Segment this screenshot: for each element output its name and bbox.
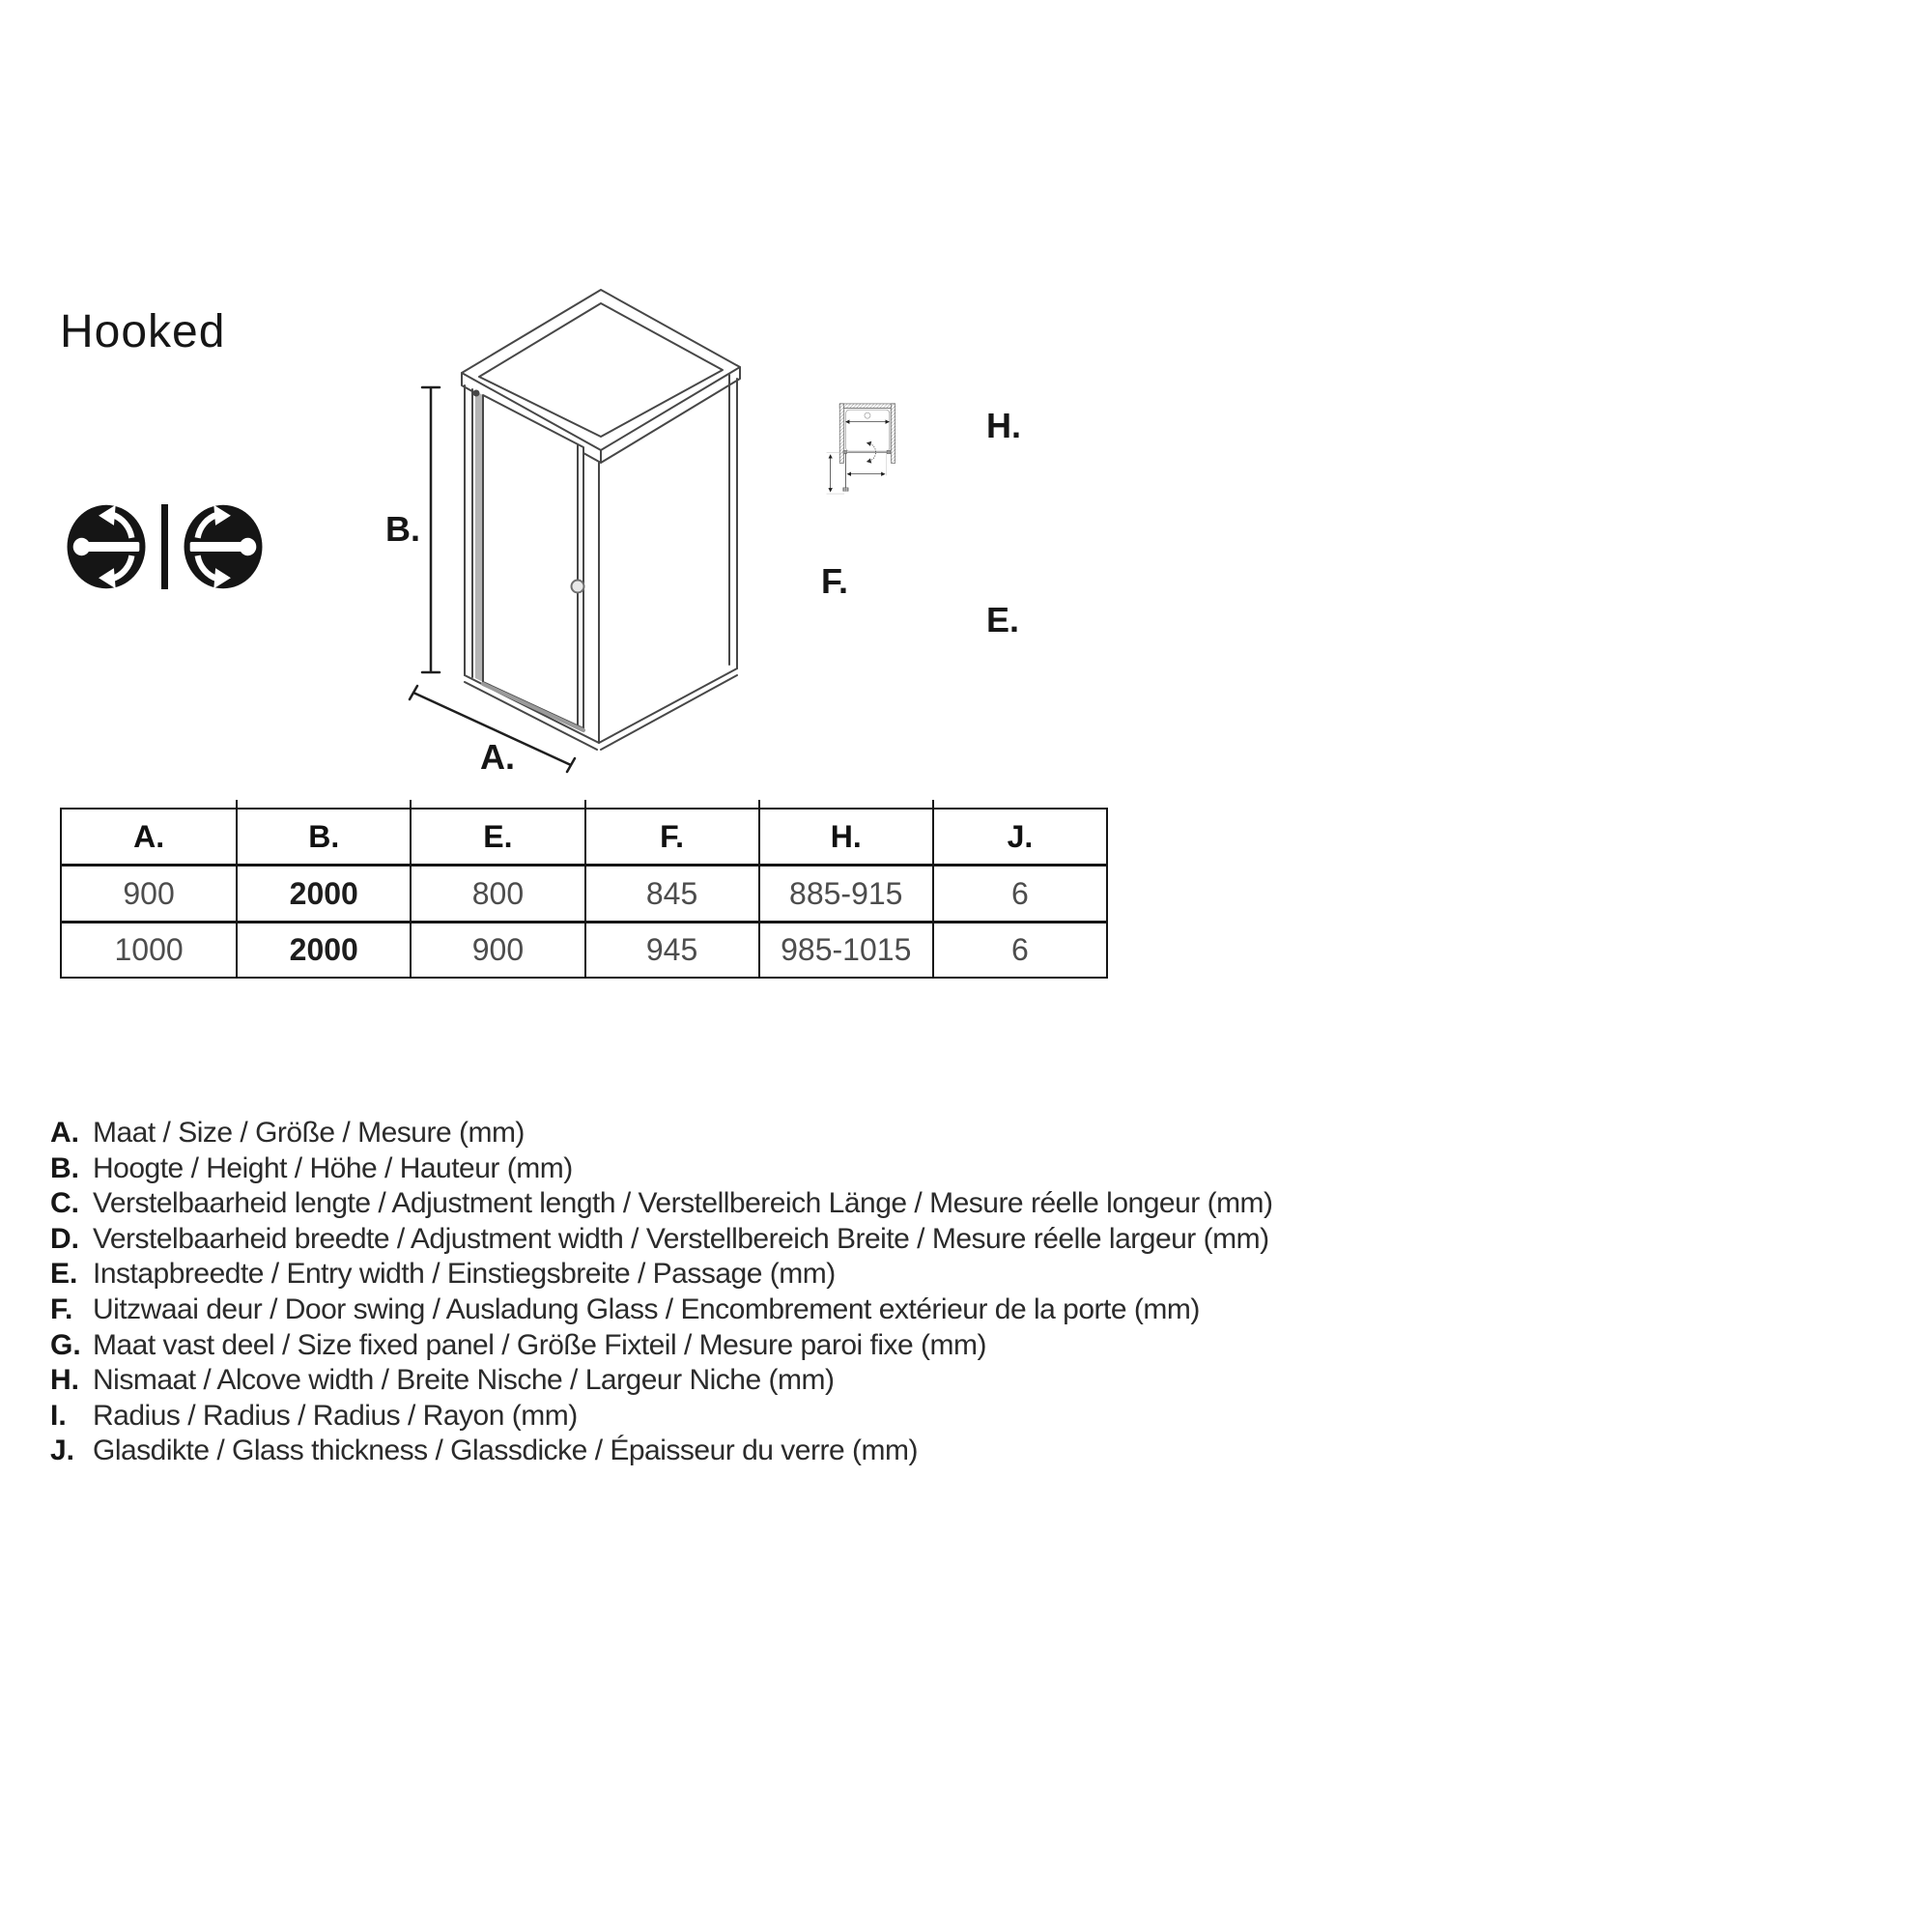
legend-letter: C. bbox=[50, 1187, 79, 1220]
legend-text: Hoogte / Height / Höhe / Hauteur (mm) bbox=[93, 1151, 573, 1184]
cell-f: 945 bbox=[584, 923, 758, 977]
table-row bbox=[62, 867, 1106, 923]
alcove-right-wall bbox=[891, 404, 895, 463]
hinge-profile bbox=[475, 391, 483, 682]
legend-text: Nismaat / Alcove width / Breite Nische / Largeur Niche (mm) bbox=[93, 1364, 835, 1397]
legend-letter: B. bbox=[50, 1151, 79, 1184]
col-header-b: B. bbox=[236, 810, 410, 864]
label-e: E. bbox=[986, 600, 1020, 639]
product-title: Hooked bbox=[60, 306, 226, 357]
legend-text: Maat vast deel / Size fixed panel / Größe Fixteil / Mesure paroi fixe (mm) bbox=[93, 1328, 987, 1361]
legend-letter: A. bbox=[50, 1117, 79, 1149]
door-panel bbox=[483, 395, 583, 728]
legend bbox=[50, 1117, 1273, 1470]
cell-h: 985-1015 bbox=[758, 923, 932, 977]
left-wall-edge bbox=[465, 385, 472, 677]
alcove-left-wall bbox=[839, 404, 843, 463]
legend-item-g bbox=[50, 1329, 1273, 1365]
right-hinge bbox=[887, 450, 891, 454]
dimensions-table bbox=[60, 808, 1108, 979]
col-header-e: E. bbox=[410, 810, 583, 864]
table-row bbox=[62, 923, 1106, 977]
cell-j: 6 bbox=[932, 867, 1106, 921]
label-h: H. bbox=[986, 406, 1021, 445]
cell-e: 800 bbox=[410, 867, 583, 921]
alcove-back-wall bbox=[839, 404, 895, 408]
legend-text: Verstelbaarheid lengte / Adjustment length / Verstellbereich Länge / Mesure réelle longeur (mm) bbox=[93, 1187, 1273, 1220]
col-header-j: J. bbox=[932, 810, 1106, 864]
legend-text: Instapbreedte / Entry width / Einstiegsbreite / Passage (mm) bbox=[93, 1258, 836, 1291]
plan-view-drawing bbox=[816, 319, 1121, 667]
col-header-a: A. bbox=[133, 818, 165, 854]
drain bbox=[865, 412, 870, 418]
col-header-f: F. bbox=[584, 810, 758, 864]
left-hinge bbox=[843, 450, 847, 454]
legend-letter: J. bbox=[50, 1435, 75, 1467]
cell-a: 900 bbox=[123, 875, 175, 911]
legend-item-i bbox=[50, 1400, 1273, 1435]
cell-a: 1000 bbox=[114, 932, 184, 967]
legend-item-c bbox=[50, 1187, 1273, 1223]
legend-letter: H. bbox=[50, 1364, 79, 1397]
legend-item-a bbox=[50, 1117, 1273, 1152]
legend-letter: G. bbox=[50, 1328, 81, 1361]
right-wall-edge bbox=[729, 375, 737, 668]
door-swing-options bbox=[64, 502, 266, 591]
legend-item-d bbox=[50, 1223, 1273, 1259]
door-handle bbox=[843, 488, 848, 492]
cell-f: 845 bbox=[584, 867, 758, 921]
table-header-row bbox=[62, 810, 1106, 867]
legend-item-e bbox=[50, 1258, 1273, 1293]
legend-text: Glasdikte / Glass thickness / Glassdicke / Épaisseur du verre (mm) bbox=[93, 1435, 918, 1467]
icon-divider bbox=[161, 504, 168, 589]
legend-item-f bbox=[50, 1293, 1273, 1329]
cell-b: 2000 bbox=[236, 867, 410, 921]
cell-b: 2000 bbox=[236, 923, 410, 977]
legend-item-b bbox=[50, 1152, 1273, 1188]
door-swing-left-hinge-icon bbox=[64, 502, 149, 591]
col-header-h: H. bbox=[758, 810, 932, 864]
shower-tray bbox=[846, 410, 890, 451]
cell-j: 6 bbox=[932, 923, 1106, 977]
cell-e: 900 bbox=[410, 923, 583, 977]
label-b: B. bbox=[385, 509, 420, 549]
legend-letter: F. bbox=[50, 1293, 73, 1325]
legend-item-h bbox=[50, 1364, 1273, 1400]
legend-text: Uitzwaai deur / Door swing / Ausladung Glass / Encombrement extérieur de la porte (mm) bbox=[93, 1293, 1200, 1325]
isometric-door-drawing bbox=[357, 280, 840, 782]
legend-letter: E. bbox=[50, 1258, 78, 1291]
label-a: A. bbox=[480, 737, 515, 777]
legend-letter: D. bbox=[50, 1222, 79, 1255]
pivot-point bbox=[473, 390, 480, 397]
legend-text: Radius / Radius / Radius / Rayon (mm) bbox=[93, 1399, 578, 1432]
label-f: F. bbox=[821, 561, 849, 601]
cell-h: 885-915 bbox=[758, 867, 932, 921]
legend-text: Verstelbaarheid breedte / Adjustment width / Verstellbereich Breite / Mesure réelle largeur (mm) bbox=[93, 1222, 1269, 1255]
legend-text: Maat / Size / Größe / Mesure (mm) bbox=[93, 1117, 525, 1149]
legend-letter: I. bbox=[50, 1399, 67, 1432]
door-knob bbox=[572, 581, 584, 593]
dimension-line-b bbox=[422, 387, 440, 672]
door-swing-right-hinge-icon bbox=[181, 502, 266, 591]
legend-item-j bbox=[50, 1435, 1273, 1470]
